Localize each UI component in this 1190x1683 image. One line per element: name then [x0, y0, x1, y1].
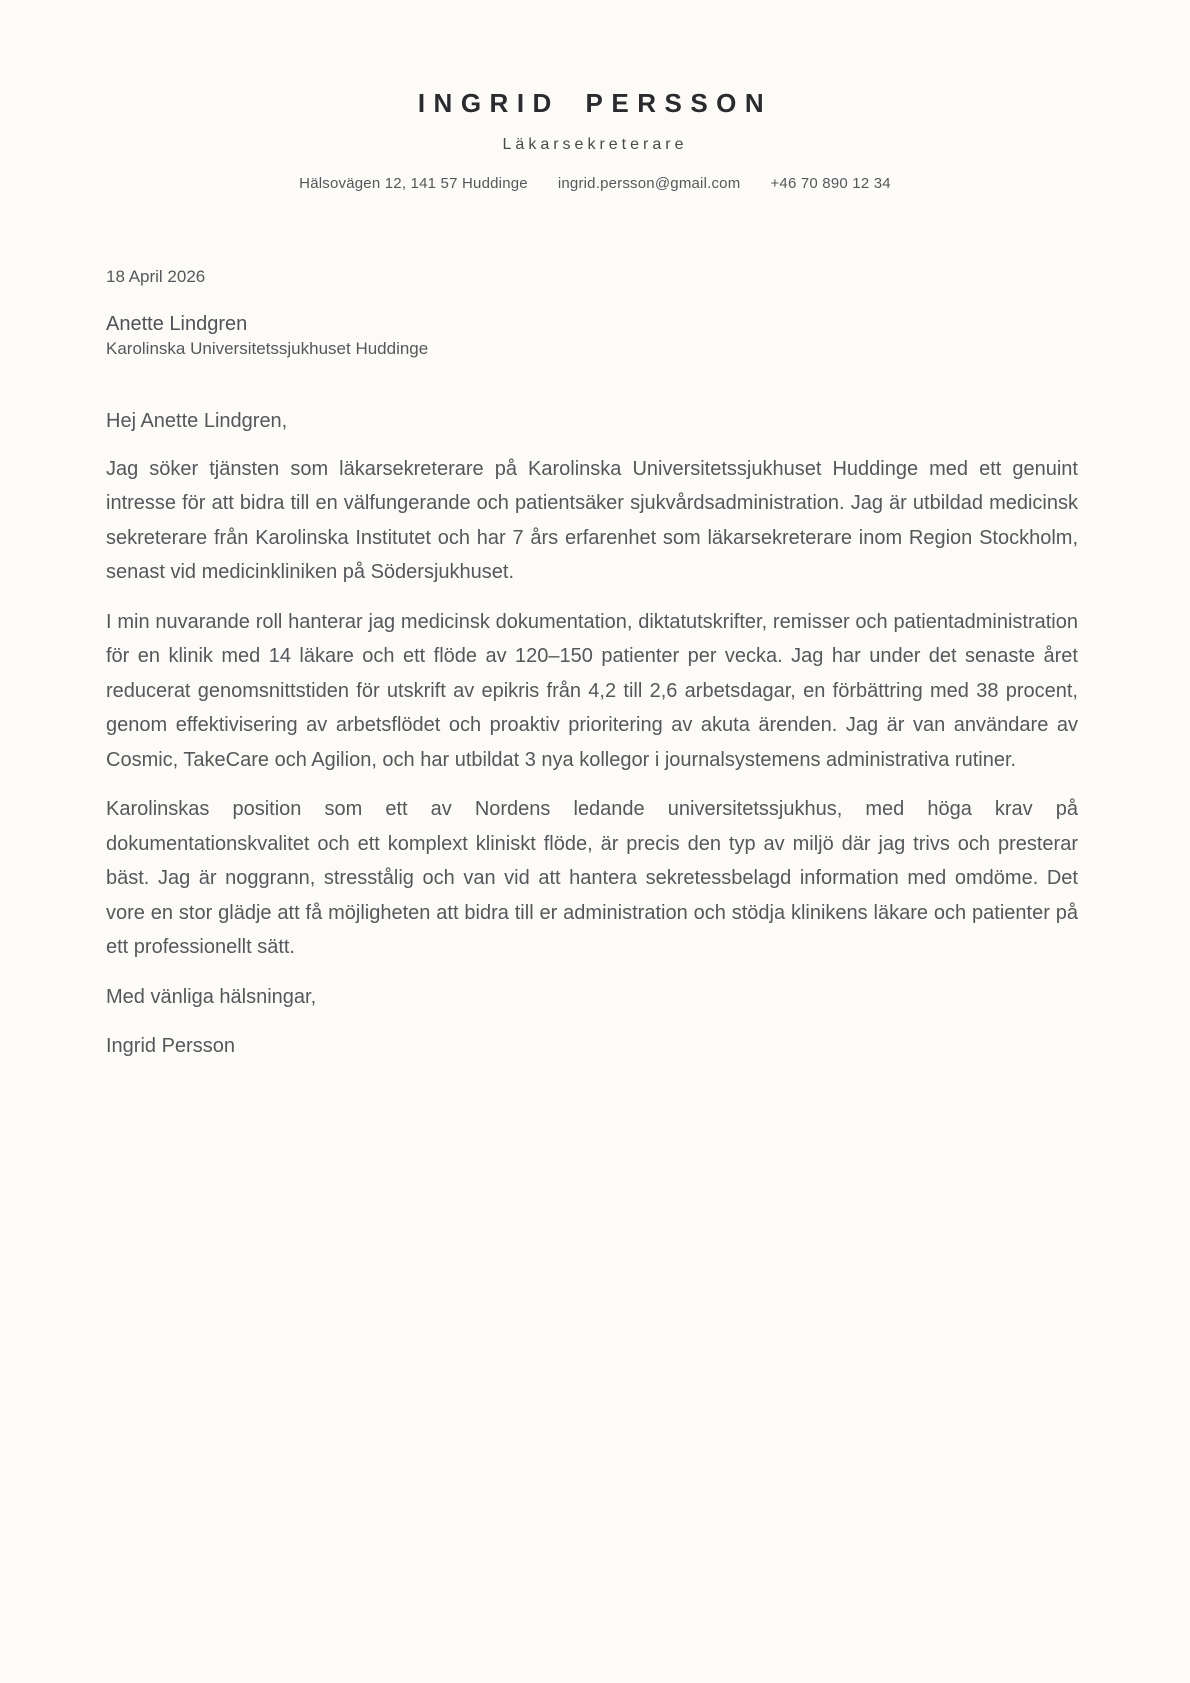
signature-name: Ingrid Persson: [106, 1035, 235, 1057]
person-job-title: Läkarsekreterare: [502, 136, 688, 153]
paragraph-introduction: Jag söker tjänsten som läkarsekreterare på Karolinska Universitetssjukhuset Huddinge med ett genuint intresse för att bidra till en välfungerande och patientsäker sjukvårdsadministration. Jag är utbildad medicinsk sekreterare från Karolinska Institutet och har 7 års erfarenhet som läkarsekreterare inom Region Stockholm, senast vid medicinkliniken på Södersjukhuset.: [106, 457, 1078, 583]
letter-date: 18 April 2026: [106, 267, 206, 286]
closing-phrase: Med vänliga hälsningar,: [106, 985, 317, 1008]
letterhead: [0, 88, 1190, 192]
recipient-organization: Karolinska Universitetssjukhuset Huddinge: [106, 339, 429, 358]
contact-email: ingrid.persson@gmail.com: [557, 175, 741, 192]
letter-body: [106, 192, 1078, 1064]
paragraph-motivation: Karolinskas position som ett av Nordens ledande universitetssjukhus, med höga krav på dokumentationskvalitet och ett komplext kliniskt flöde, är precis den typ av miljö där jag trivs och presterar bäst. Jag är noggrann, stresstålig och van vid att hantera sekretessbelagd information med omdöme. Det vore en stor glädje att få möjligheten att bidra till er administration och stödja klinikens läkare och patienter på ett professionellt sätt.: [106, 798, 1078, 958]
paragraph-current-role: I min nuvarande roll hanterar jag medicinsk dokumentation, diktatutskrifter, remisser och patientadministration för en klinik med 14 läkare och ett flöde av 120–150 patienter per vecka. Jag har under det senaste året reducerat genomsnittstiden för utskrift av epikris från 4,2 till 2,6 arbetsdagar, en förbättring med 38 procent, genom effektivisering av arbetsflödet och proaktiv prioritering av akuta ärenden. Jag är van användare av Cosmic, TakeCare och Agilion, och har utbildat 3 nya kollegor i journalsystemens administrativa rutiner.: [106, 610, 1078, 771]
recipient-name: Anette Lindgren: [106, 313, 248, 335]
person-name: INGRID PERSSON: [417, 88, 773, 118]
contact-line: [0, 175, 1190, 192]
contact-phone: +46 70 890 12 34: [770, 175, 891, 192]
recipient-block: [106, 312, 1078, 360]
contact-address: Hälsovägen 12, 141 57 Huddinge: [299, 175, 528, 192]
greeting: Hej Anette Lindgren,: [106, 410, 288, 432]
